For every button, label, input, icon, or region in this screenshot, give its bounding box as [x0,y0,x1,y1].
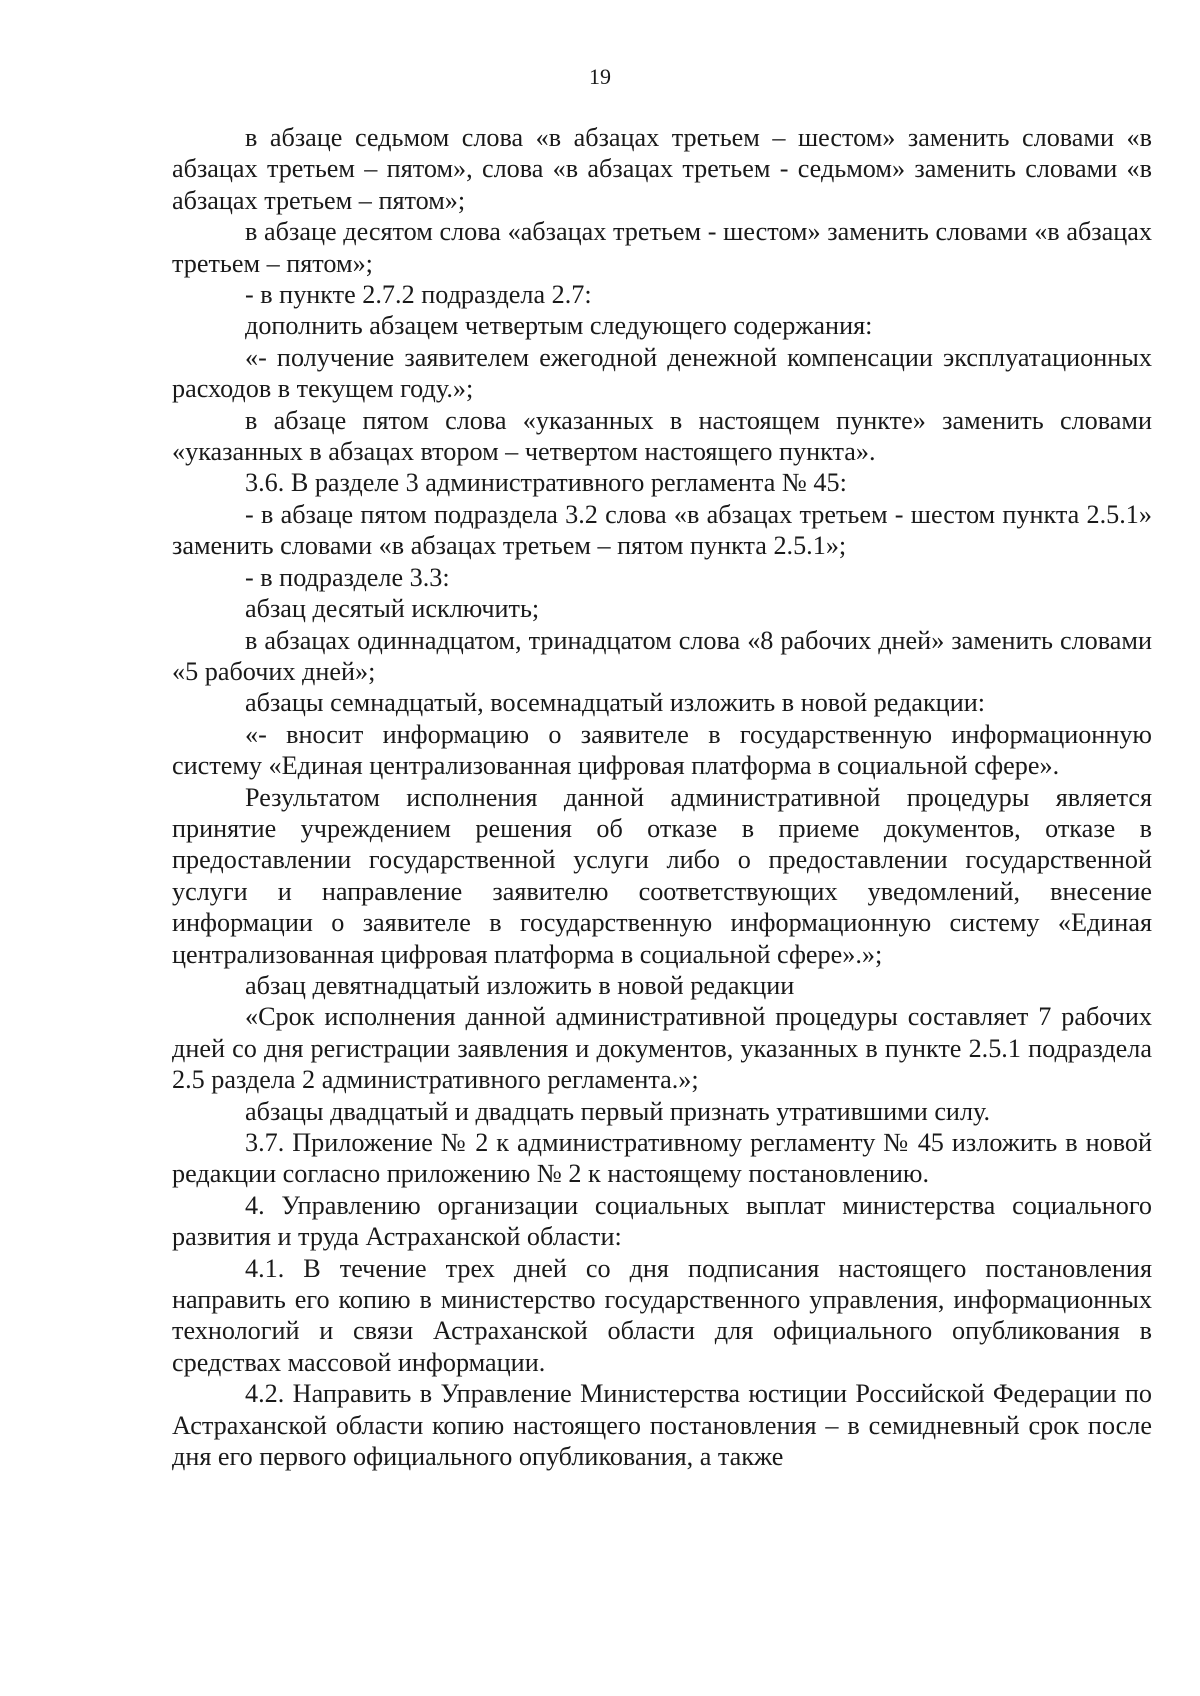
paragraph: - в абзаце пятом подраздела 3.2 слова «в абзацах третьем - шестом пункта 2.5.1» заменить словами «в абзацах третьем – пятом пункта 2.5.1»; [172,499,1152,561]
paragraph: 4. Управлению организации социальных выплат министерства социального развития и труда Астраханской области: [172,1190,1152,1252]
paragraph: абзац девятнадцатый изложить в новой редакции [245,970,795,1000]
paragraph: «Срок исполнения данной административной процедуры составляет 7 рабочих дней со дня регистрации заявления и документов, указанных в пункте 2.5.1 подраздела 2.5 раздела 2 административного регламента.»; [172,1002,1152,1095]
paragraph: в абзацах одиннадцатом, тринадцатом слова «8 рабочих дней» заменить словами «5 рабочих дней»; [172,625,1152,686]
paragraph: абзац десятый исключить; [245,594,540,624]
paragraph: Результатом исполнения данной административной процедуры является принятие учреждением решения об отказе в приеме документов, отказе в предоставлении государственной услуги либо о предоставлении государственной услуги и направление заявителю соответствующих уведомлений, внесение информации о заявителе в государственную информационную систему «Единая централизованная цифровая платформа в социальной сфере».»; [172,782,1152,969]
document-body [172,122,1152,1472]
paragraph: 3.7. Приложение № 2 к административному регламенту № 45 изложить в новой редакции согласно приложению № 2 к настоящему постановлению. [172,1128,1152,1189]
paragraph: в абзаце пятом слова «указанных в настоящем пункте» заменить словами «указанных в абзацах втором – четвертом настоящего пункта». [172,405,1152,467]
paragraph: - в пункте 2.7.2 подраздела 2.7: [245,280,592,310]
paragraph: «- получение заявителем ежегодной денежной компенсации эксплуатационных расходов в текущем году.»; [172,342,1152,404]
paragraph: дополнить абзацем четвертым следующего содержания: [245,311,873,341]
paragraph: - в подразделе 3.3: [245,562,450,592]
paragraph: 4.2. Направить в Управление Министерства юстиции Российской Федерации по Астраханской области копию настоящего постановления – в семидневный срок после дня его первого официального опубликования, а также [172,1379,1152,1472]
page-number: 19 [589,64,611,89]
paragraph: абзацы двадцатый и двадцать первый признать утратившими силу. [245,1096,991,1126]
paragraph: в абзаце десятом слова «абзацах третьем - шестом» заменить словами «в абзацах третьем – пятом»; [172,217,1152,278]
paragraph: в абзаце седьмом слова «в абзацах третьем – шестом» заменить словами «в абзацах третьем – пятом», слова «в абзацах третьем - седьмом» заменить словами «в абзацах третьем – пятом»; [172,123,1152,215]
paragraph: абзацы семнадцатый, восемнадцатый изложить в новой редакции: [245,688,986,718]
paragraph: «- вносит информацию о заявителе в государственную информационную систему «Единая централизованная цифровая платформа в социальной сфере». [172,719,1152,781]
paragraph: 3.6. В разделе 3 административного регламента № 45: [245,468,847,498]
paragraph: 4.1. В течение трех дней со дня подписания настоящего постановления направить его копию в министерство государственного управления, информационных технологий и связи Астраханской области для официального опубликования в средствах массовой информации. [172,1253,1152,1377]
